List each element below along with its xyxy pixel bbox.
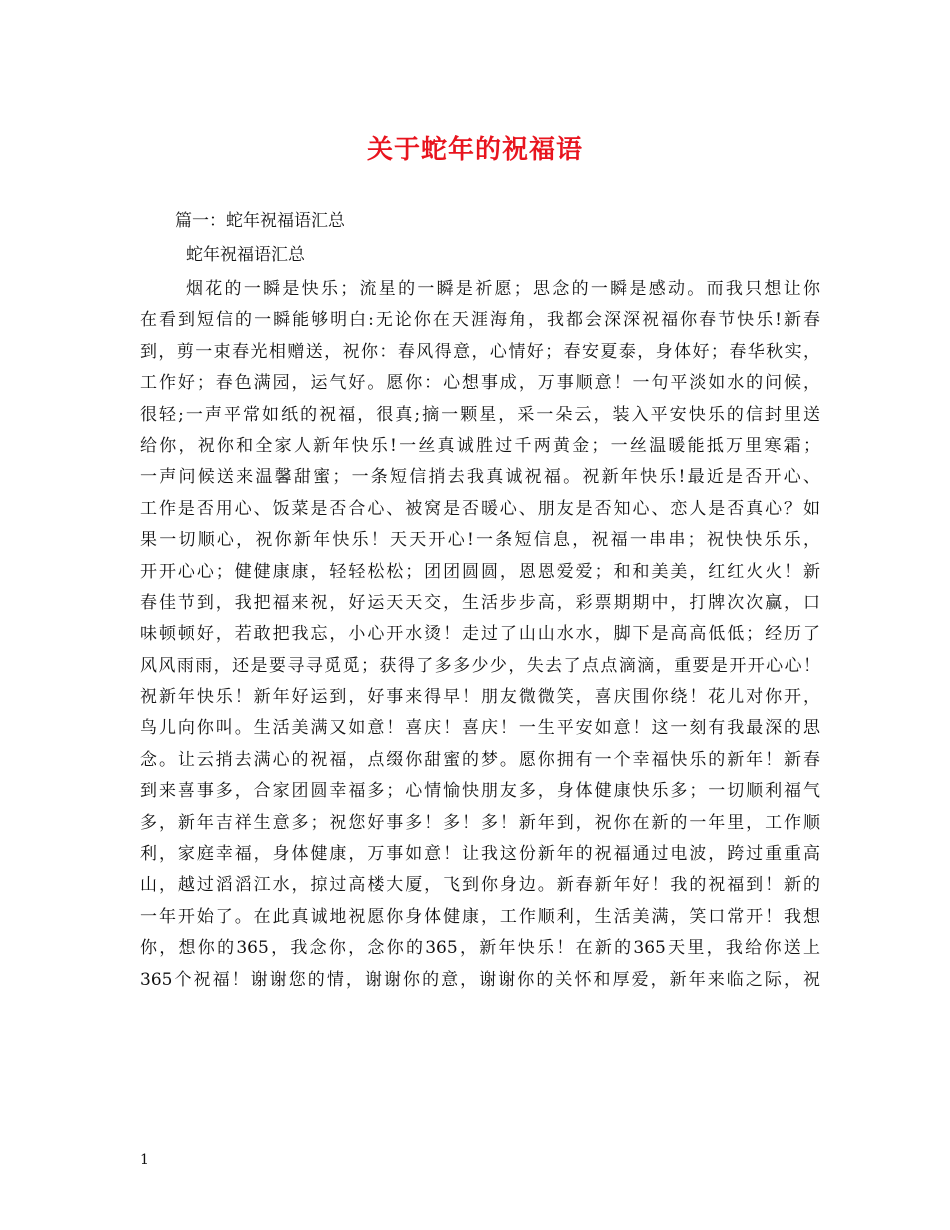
body-line: 鸟儿向你叫。生活美满又如意！喜庆！喜庆！一生平安如意！这一刻有我最深的思 — [140, 718, 820, 739]
body-line: 一年开始了。在此真诚地祝愿你身体健康，工作顺利，生活美满，笑口常开！我想 — [140, 906, 820, 927]
body-line: 工作是否用心、饭菜是否合心、被窝是否暖心、朋友是否知心、恋人是否真心？如 — [140, 498, 820, 519]
section-heading: 篇一：蛇年祝福语汇总 — [175, 211, 345, 231]
body-line: 到，剪一束春光相赠送，祝你：春风得意，心情好；春安夏泰，身体好；春华秋实， — [140, 341, 820, 362]
body-line: 你，想你的365，我念你，念你的365，新年快乐！在新的365天里，我给你送上 — [140, 938, 820, 959]
body-line: 祝新年快乐！新年好运到，好事来得早！朋友微微笑，喜庆围你绕！花儿对你开， — [140, 687, 820, 708]
document-title: 关于蛇年的祝福语 — [366, 135, 583, 165]
body-line: 多，新年吉祥生意多；祝您好事多！多！多！新年到，祝你在新的一年里，工作顺 — [140, 812, 820, 833]
body-line: 365个祝福！谢谢您的情，谢谢你的意，谢谢你的关怀和厚爱，新年来临之际，祝 — [140, 969, 820, 990]
body-line: 山，越过滔滔江水，掠过高楼大厦，飞到你身边。新春新年好！我的祝福到！新的 — [140, 875, 820, 896]
body-line: 利，家庭幸福，身体健康，万事如意！让我这份新年的祝福通过电波，跨过重重高 — [140, 844, 820, 865]
body-line: 烟花的一瞬是快乐；流星的一瞬是祈愿；思念的一瞬是感动。而我只想让你 — [186, 279, 820, 299]
body-line: 念。让云捎去满心的祝福，点缀你甜蜜的梦。愿你拥有一个幸福快乐的新年！新春 — [140, 749, 820, 770]
body-line: 在看到短信的一瞬能够明白:无论你在天涯海角，我都会深深祝福你春节快乐!新春 — [140, 310, 820, 331]
body-line: 开开心心；健健康康，轻轻松松；团团圆圆，恩恩爱爱；和和美美，红红火火！新 — [140, 561, 820, 582]
body-line: 味顿顿好，若敢把我忘，小心开水烫！走过了山山水水，脚下是高高低低；经历了 — [140, 624, 820, 645]
body-line: 到来喜事多，合家团圆幸福多；心情愉快朋友多，身体健康快乐多；一切顺利福气 — [140, 781, 820, 802]
body-paragraph — [140, 274, 820, 996]
body-line: 果一切顺心，祝你新年快乐！天天开心!一条短信息，祝福一串串；祝快快乐乐， — [140, 530, 820, 551]
body-line: 很轻;一声平常如纸的祝福，很真;摘一颗星，采一朵云，装入平安快乐的信封里送 — [140, 404, 820, 425]
body-line: 春佳节到，我把福来祝，好运天天交，生活步步高，彩票期期中，打牌次次赢，口 — [140, 592, 820, 613]
body-line: 给你，祝你和全家人新年快乐!一丝真诚胜过千两黄金；一丝温暖能抵万里寒霜； — [140, 435, 820, 456]
body-line: 风风雨雨，还是要寻寻觅觅；获得了多多少少，失去了点点滴滴，重要是开开心心！ — [140, 655, 820, 676]
page-number: 1 — [140, 1152, 149, 1168]
subheading: 蛇年祝福语汇总 — [186, 245, 305, 265]
body-line: 工作好；春色满园，运气好。愿你：心想事成，万事顺意！一句平淡如水的问候， — [140, 373, 820, 394]
body-line: 一声问候送来温馨甜蜜；一条短信捎去我真诚祝福。祝新年快乐!最近是否开心、 — [140, 467, 820, 488]
